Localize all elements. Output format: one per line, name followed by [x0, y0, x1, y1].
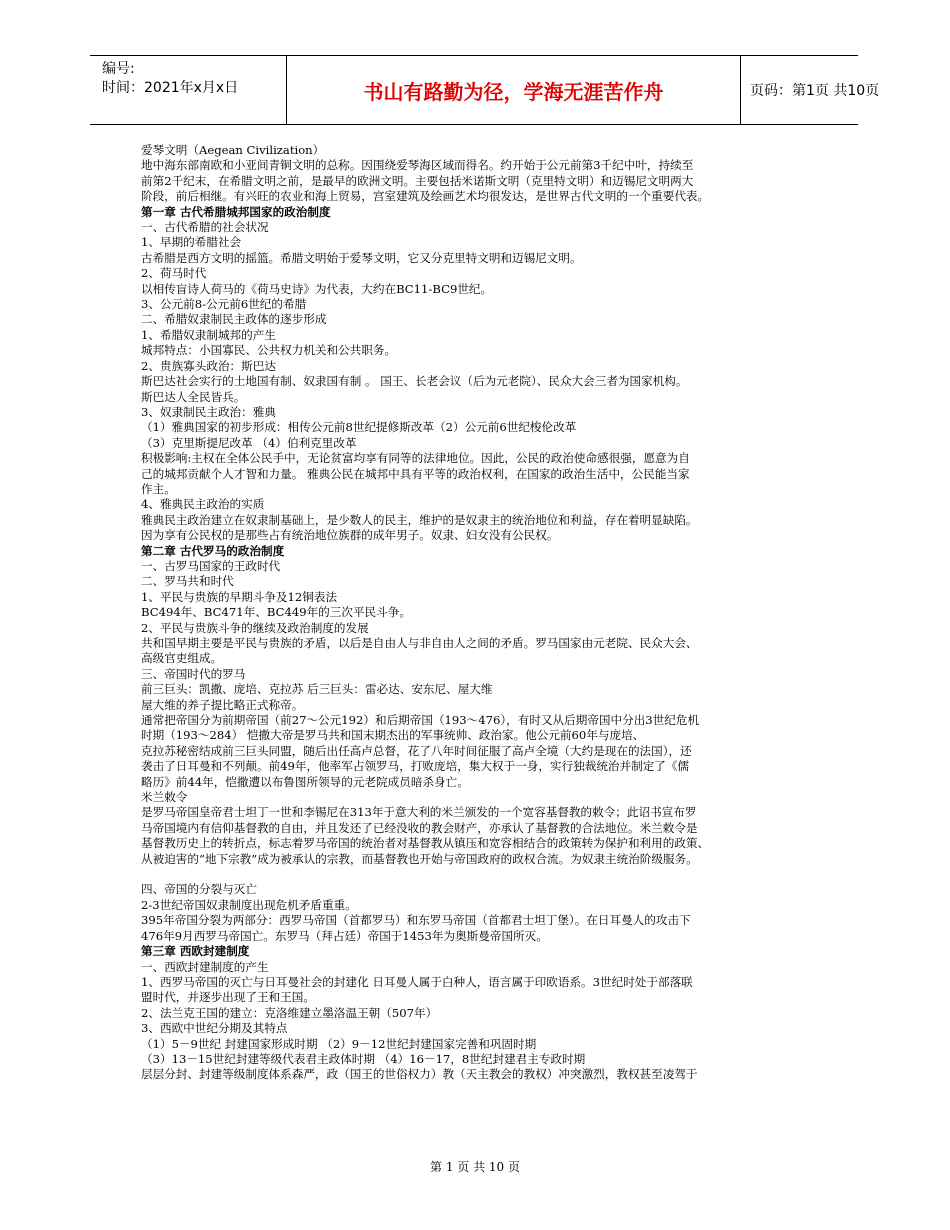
text-line: 从被迫害的“地下宗教”成为被承认的宗教，而基督教也开始与帝国政府的政权合流。为奴隶主统治阶级服务。 [141, 851, 698, 866]
text-line: 城邦特点：小国寡民、公共权力机关和公共职务。 [141, 343, 397, 358]
header-page-label: 页码：第1页 共10页 [750, 83, 880, 99]
text-line: 二、希腊奴隶制民主政体的逐步形成 [141, 312, 327, 327]
chapter-heading: 第二章 古代罗马的政治制度 [141, 543, 285, 558]
text-line: 2-3世纪帝国奴隶制度出现危机矛盾重重。 [141, 897, 357, 912]
document-body [141, 143, 831, 1083]
text-line: 三、帝国时代的罗马 [141, 666, 246, 681]
text-line: 3、西欧中世纪分期及其特点 [141, 1021, 288, 1036]
text-line: 时期（193～284） 恺撒大帝是罗马共和国末期杰出的军事统帅、政治家。他公元前60年与庞培、 [141, 728, 645, 743]
text-line: 袭击了日耳曼和不列颠。前49年，他率军占领罗马，打败庞培，集大权于一身，实行独裁统治并制定了《儒 [141, 759, 690, 774]
page-header [90, 55, 880, 125]
text-line: 屋大维的养子提比略正式称帝。 [141, 697, 304, 712]
text-line: 高级官吏组成。 [141, 651, 223, 666]
text-line: 前第2千纪末，在希腊文明之前，是最早的欧洲文明。主要包括米诺斯文明（克里特文明）和迈锡尼文明两大 [141, 173, 694, 188]
text-line: 雅典民主政治建立在奴隶制基础上，是少数人的民主，维护的是奴隶主的统治地位和利益，存在着明显缺陷。 [141, 512, 698, 527]
text-line: 3、公元前8-公元前6世纪的希腊 [141, 297, 307, 312]
blank-line [141, 867, 831, 882]
text-line: 1、早期的希腊社会 [141, 235, 242, 250]
chapter-heading: 第三章 西欧封建制度 [141, 944, 250, 959]
text-line: 盟时代，并逐步出现了王和王国。 [141, 990, 315, 1005]
text-line: 斯巴达人全民皆兵。 [141, 389, 246, 404]
text-line: 二、罗马共和时代 [141, 574, 234, 589]
number-label: 编号: [102, 61, 135, 77]
text-line: 略历》前44年，恺撒遭以布鲁图所领导的元老院成员暗杀身亡。 [141, 774, 469, 789]
text-line: 2、法兰克王国的建立：克洛维建立墨洛温王朝（507年） [141, 1005, 438, 1020]
text-line: 地中海东部南欧和小亚间青铜文明的总称。因围绕爱琴海区域而得名。约开始于公元前第3千纪中叶，持续至 [141, 158, 694, 173]
page-footer: 第 1 页 共 10 页 [430, 1160, 520, 1174]
text-line: 一、古罗马国家的王政时代 [141, 558, 281, 573]
text-line: 基督教历史上的转折点，标志着罗马帝国的统治者对基督教从镇压和宽容相结合的政策转为保护和利用的政策、 [141, 836, 710, 851]
text-line: （3）13－15世纪封建等级代表君主政体时期 （4）16－17，8世纪封建君主专政时期 [141, 1051, 586, 1066]
text-line: 1、西罗马帝国的灭亡与日耳曼社会的封建化 日耳曼人属于白种人，语言属于印欧语系。3世纪时处于部落联 [141, 974, 693, 989]
text-line: （1）5－9世纪 封建国家形成时期 （2）9－12世纪封建国家完善和巩固时期 [141, 1036, 537, 1051]
chapter-heading: 第一章 古代希腊城邦国家的政治制度 [141, 204, 331, 219]
text-line: 3、奴隶制民主政治：雅典 [141, 404, 276, 419]
text-line: 米兰敕令 [141, 790, 188, 805]
text-line: 共和国早期主要是平民与贵族的矛盾，以后是自由人与非自由人之间的矛盾。罗马国家由元老院、民众大会、 [141, 636, 698, 650]
text-line: 一、古代希腊的社会状况 [141, 220, 269, 235]
header-left [90, 56, 286, 124]
text-line: 层层分封、封建等级制度体系森严，政（国王的世俗权力）教（天主教会的教权）冲突激烈，教权甚至凌驾于 [141, 1067, 698, 1082]
text-line: 马帝国境内有信仰基督教的自由，并且发还了已经没收的教会财产，亦承认了基督教的合法地位。米兰敕令是 [141, 820, 698, 835]
text-line: 作主。 [141, 481, 176, 496]
text-line: 四、帝国的分裂与灭亡 [141, 882, 257, 897]
text-line: 古希腊是西方文明的摇篮。希腊文明始于爱琴文明，它又分克里特文明和迈锡尼文明。 [141, 250, 582, 265]
text-line: 阶段，前后相继。有兴旺的农业和海上贸易，宫室建筑及绘画艺术均很发达，是世界古代文明的一个重要代表。 [141, 189, 710, 204]
text-line: 克拉苏秘密结成前三巨头同盟，随后出任高卢总督，花了八年时间征服了高卢全境（大约是现在的法国），还 [141, 743, 692, 758]
text-line: 己的城邦贡献个人才智和力量。 雅典公民在城邦中具有平等的政治权利，在国家的政治生活中，公民能当家 [141, 466, 690, 481]
text-line: 4、雅典民主政治的实质 [141, 497, 265, 512]
text-line: 1、平民与贵族的早期斗争及12铜表法 [141, 589, 338, 604]
text-line: 2、平民与贵族斗争的继续及政治制度的发展 [141, 620, 369, 635]
text-line: 476年9月西罗马帝国亡。东罗马（拜占廷）帝国于1453年为奥斯曼帝国所灭。 [141, 928, 548, 943]
text-line: 以相传盲诗人荷马的《荷马史诗》为代表，大约在BC11-BC9世纪。 [141, 281, 493, 296]
text-line: BC494年、BC471年、BC449年的三次平民斗争。 [141, 605, 411, 620]
date-label: 时间：2021年x月x日 [102, 80, 239, 96]
text-line: 1、希腊奴隶制城邦的产生 [141, 327, 276, 342]
text-line: 因为享有公民权的是那些占有统治地位族群的成年男子。奴隶、妇女没有公民权。 [141, 528, 559, 543]
text-line: 前三巨头：凯撒、庞培、克拉苏 后三巨头：雷必达、安东尼、屋大维 [141, 682, 493, 697]
text-line: 斯巴达社会实行的土地国有制、奴隶国有制 。 国王、长老会议（后为元老院）、民众大会三者为国家机构。 [141, 374, 688, 389]
text-line: 通常把帝国分为前期帝国（前27～公元192）和后期帝国（193～476），有时又从后期帝国中分出3世纪危机 [141, 713, 700, 728]
text-line: 一、西欧封建制度的产生 [141, 959, 269, 974]
text-line: 2、贵族寡头政治：斯巴达 [141, 358, 276, 373]
text-line: 是罗马帝国皇帝君士坦丁一世和李锡尼在313年于意大利的米兰颁发的一个宽容基督教的敕令；此诏书宣布罗 [141, 805, 697, 820]
text-line: 爱琴文明（Aegean Civilization） [141, 143, 325, 157]
text-line: 积极影响:主权在全体公民手中，无论贫富均享有同等的法律地位。因此，公民的政治使命感很强，愿意为自 [141, 451, 690, 466]
text-line: （1）雅典国家的初步形成：相传公元前8世纪提修斯改革（2）公元前6世纪梭伦改革 [141, 420, 577, 435]
header-motto: 书山有路勤为径，学海无涯苦作舟 [286, 56, 741, 124]
text-line: 395年帝国分裂为两部分：西罗马帝国（首都罗马）和东罗马帝国（首都君士坦丁堡）。在日耳曼人的攻击下 [141, 913, 691, 928]
text-line: （3）克里斯提尼改革 （4）伯利克里改革 [141, 435, 357, 450]
text-line: 2、荷马时代 [141, 266, 207, 281]
